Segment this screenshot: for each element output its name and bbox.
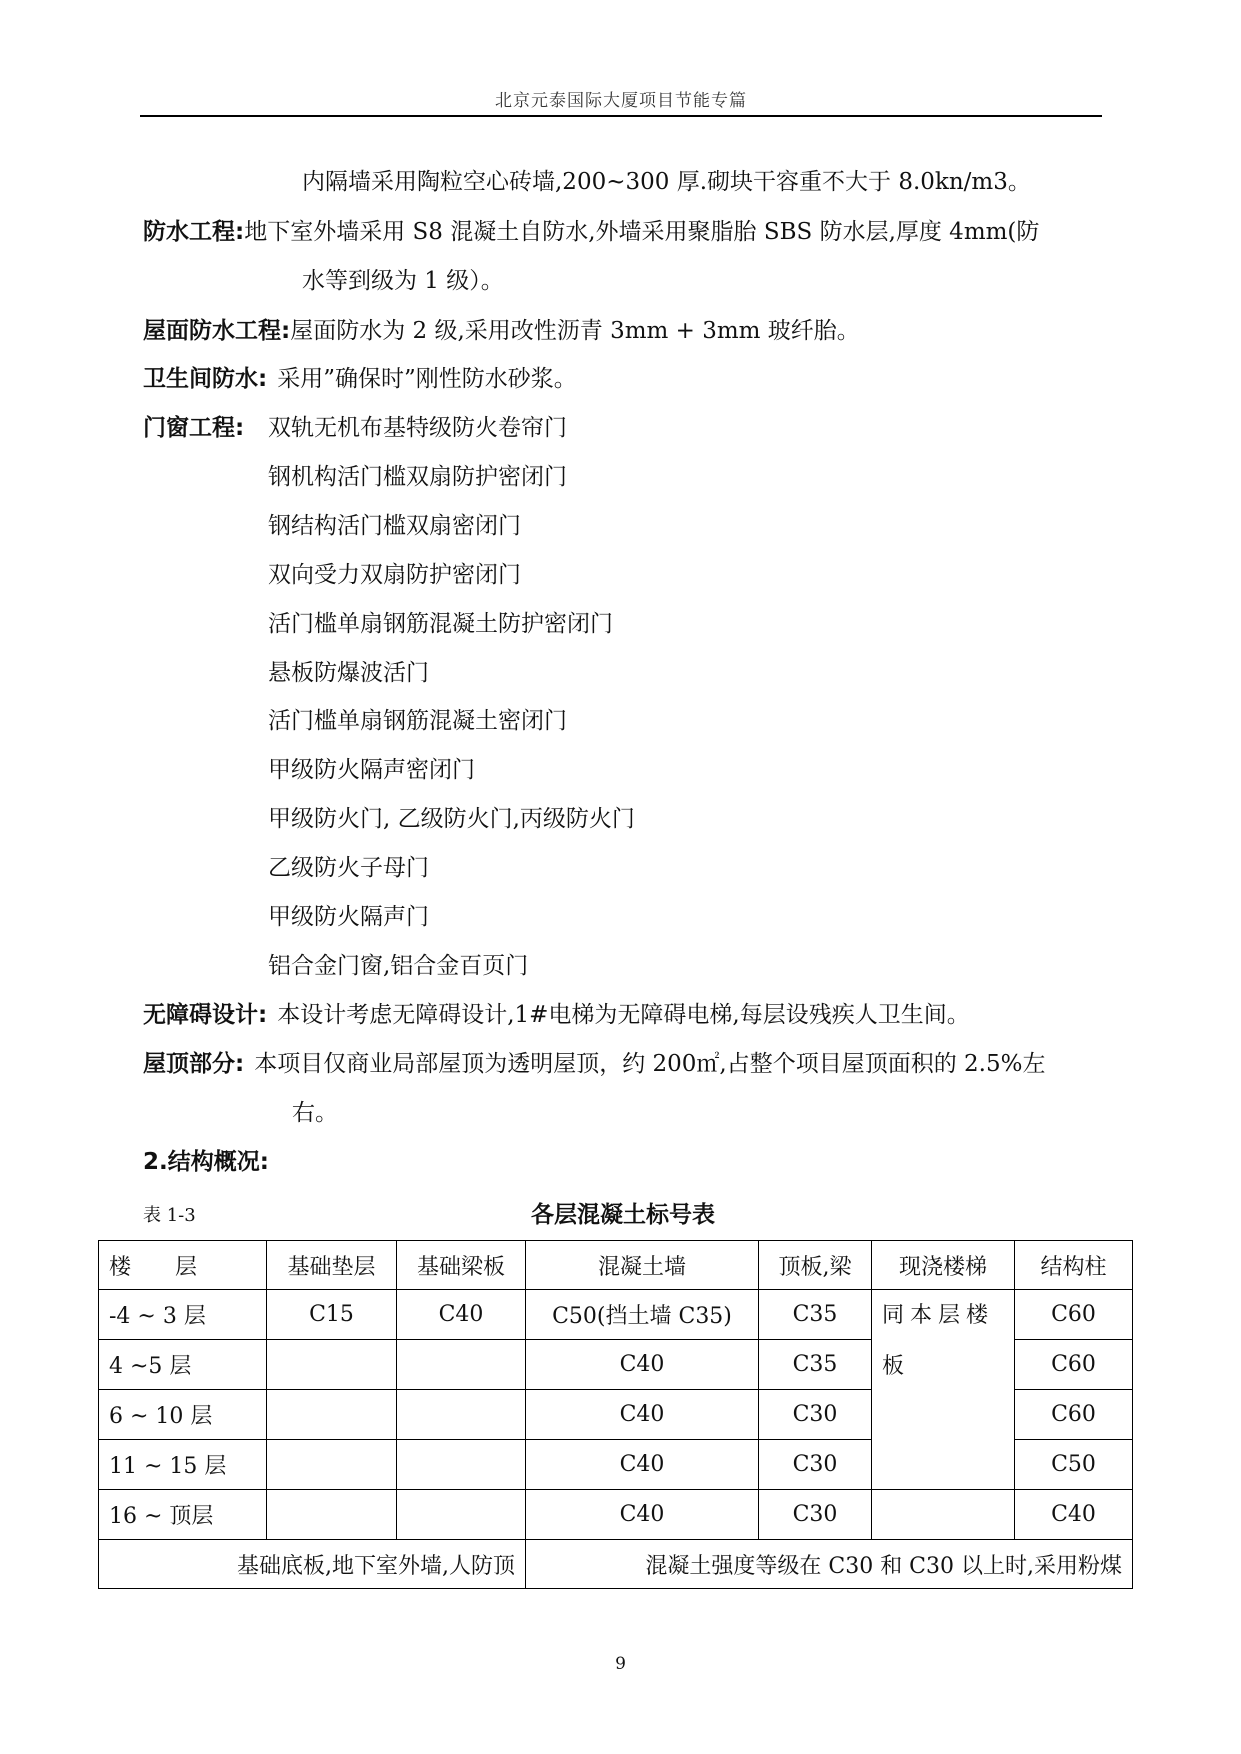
body-line-2 xyxy=(143,221,1039,244)
table-cell: C30 xyxy=(759,1440,872,1490)
table-cell xyxy=(397,1390,526,1440)
line-text: 屋面防水为 2 级,采用改性沥青 3mm + 3mm 玻纤胎。 xyxy=(290,318,860,344)
table-cell xyxy=(267,1340,397,1390)
table-header-cell: 楼 层 xyxy=(99,1241,267,1290)
line-text: 内隔墙采用陶粒空心砖墙,200~300 厚.砌块干容重不大于 8.0kn/m3。 xyxy=(302,169,1031,195)
door-item-12 xyxy=(268,955,528,978)
line-text: 悬板防爆波活门 xyxy=(268,660,429,686)
table-cell: C40 xyxy=(526,1340,759,1390)
table-cell xyxy=(397,1490,526,1540)
door-item-4 xyxy=(268,564,521,587)
door-item-8 xyxy=(268,759,475,782)
door-item-6 xyxy=(268,662,429,685)
body-line-1 xyxy=(302,171,1031,194)
door-item-9 xyxy=(268,808,635,831)
line-text: 双轨无机布基特级防火卷帘门 xyxy=(268,415,567,441)
line-text: 钢结构活门槛双扇密闭门 xyxy=(268,513,521,539)
table-row xyxy=(99,1290,1133,1340)
line-label: 屋顶部分: xyxy=(143,1051,245,1077)
table-cell: C40 xyxy=(397,1290,526,1340)
line-label: 门窗工程: xyxy=(143,415,245,441)
table-cell: C30 xyxy=(759,1390,872,1440)
body-line-6 xyxy=(143,417,244,440)
line-text: 右。 xyxy=(292,1100,338,1126)
table-cell: C40 xyxy=(526,1440,759,1490)
door-item-10 xyxy=(268,857,429,880)
table-footer-row xyxy=(99,1540,1133,1589)
table-cell: C60 xyxy=(1015,1390,1133,1440)
table-header-cell: 顶板,梁 xyxy=(759,1241,872,1290)
line-text: 甲级防火隔声门 xyxy=(268,904,429,930)
line-text: 本设计考虑无障碍设计,1#电梯为无障碍电梯,每层设残疾人卫生间。 xyxy=(277,1002,970,1028)
table-cell xyxy=(397,1440,526,1490)
line-text: 钢机构活门槛双扇防护密闭门 xyxy=(268,464,567,490)
table-cell: C40 xyxy=(526,1490,759,1540)
door-item-2 xyxy=(268,466,567,489)
header-rule xyxy=(140,115,1102,117)
table-header-cell: 结构柱 xyxy=(1015,1241,1133,1290)
running-header: 北京元泰国际大厦项目节能专篇 xyxy=(495,91,747,111)
line-label: 无障碍设计: xyxy=(143,1002,268,1028)
door-item-5 xyxy=(268,613,613,636)
table-cell xyxy=(267,1440,397,1490)
table-cell: C50(挡土墙 C35) xyxy=(526,1290,759,1340)
table-header-cell: 现浇楼梯 xyxy=(872,1241,1015,1290)
door-item-7 xyxy=(268,710,567,733)
page-number: 9 xyxy=(615,1654,626,1674)
stair-note-cell xyxy=(872,1290,1015,1490)
door-item-11 xyxy=(268,906,429,929)
line-text: 采用”确保时”刚性防水砂浆。 xyxy=(277,366,577,392)
table-cell: -4 ~ 3 层 xyxy=(99,1290,267,1340)
section-heading xyxy=(143,1151,269,1174)
table-number: 表 1-3 xyxy=(143,1205,196,1226)
table-cell xyxy=(267,1490,397,1540)
line-text: 铝合金门窗,铝合金百页门 xyxy=(268,953,529,979)
body-line-3 xyxy=(302,270,504,293)
body-line-5 xyxy=(143,368,577,391)
table-cell: 16 ~ 顶层 xyxy=(99,1490,267,1540)
table-cell: C35 xyxy=(759,1290,872,1340)
table-cell xyxy=(397,1340,526,1390)
table-header-cell: 基础垫层 xyxy=(267,1241,397,1290)
line-text: 乙级防火子母门 xyxy=(268,855,429,881)
stair-note-line-2: 板 xyxy=(882,1354,905,1379)
line-text: 双向受力双扇防护密闭门 xyxy=(268,562,521,588)
table-title: 各层混凝土标号表 xyxy=(531,1202,715,1228)
table-cell: C35 xyxy=(759,1340,872,1390)
table-footer-right: 混凝土强度等级在 C30 和 C30 以上时,采用粉煤 xyxy=(526,1540,1133,1589)
body-line-accessibility xyxy=(143,1004,970,1027)
table-cell: C40 xyxy=(1015,1490,1133,1540)
table-cell: 11 ~ 15 层 xyxy=(99,1440,267,1490)
table-header-row xyxy=(99,1241,1133,1290)
line-text: 活门槛单扇钢筋混凝土密闭门 xyxy=(268,708,567,734)
table-cell: C40 xyxy=(526,1390,759,1440)
line-text: 本项目仅商业局部屋顶为透明屋顶，约 200㎡,占整个项目屋顶面积的 2.5%左 xyxy=(254,1051,1046,1077)
table-header-cell: 基础梁板 xyxy=(397,1241,526,1290)
line-label: 卫生间防水: xyxy=(143,366,268,392)
line-label: 屋面防水工程: xyxy=(143,318,291,344)
line-text: 水等到级为 1 级）。 xyxy=(302,268,504,294)
line-text: 甲级防火隔声密闭门 xyxy=(268,757,475,783)
line-text: 地下室外墙采用 S8 混凝土自防水,外墙采用聚脂胎 SBS 防水层,厚度 4mm(防 xyxy=(244,219,1040,245)
line-label: 2.结构概况: xyxy=(143,1149,269,1175)
table-header-cell: 混凝土墙 xyxy=(526,1241,759,1290)
line-text: 活门槛单扇钢筋混凝土防护密闭门 xyxy=(268,611,613,637)
table-cell: C60 xyxy=(1015,1290,1133,1340)
body-line-roof xyxy=(143,1053,1045,1076)
concrete-grade-table xyxy=(98,1240,1133,1589)
table-cell: C30 xyxy=(759,1490,872,1540)
table-cell xyxy=(872,1490,1015,1540)
line-text: 甲级防火门, 乙级防火门,丙级防火门 xyxy=(268,806,635,832)
door-item-3 xyxy=(268,515,521,538)
stair-note-line-1: 同本层楼 xyxy=(882,1303,995,1328)
table-cell xyxy=(267,1390,397,1440)
table-cell: C60 xyxy=(1015,1340,1133,1390)
table-cell: C15 xyxy=(267,1290,397,1340)
table-row xyxy=(99,1490,1133,1540)
table-cell: 4 ~5 层 xyxy=(99,1340,267,1390)
table-cell: C50 xyxy=(1015,1440,1133,1490)
table-footer-left: 基础底板,地下室外墙,人防顶 xyxy=(99,1540,526,1589)
table-cell: 6 ~ 10 层 xyxy=(99,1390,267,1440)
door-item-1 xyxy=(268,417,567,440)
line-label: 防水工程: xyxy=(143,219,245,245)
body-line-4 xyxy=(143,320,860,343)
body-line-roof-cont xyxy=(292,1102,338,1125)
